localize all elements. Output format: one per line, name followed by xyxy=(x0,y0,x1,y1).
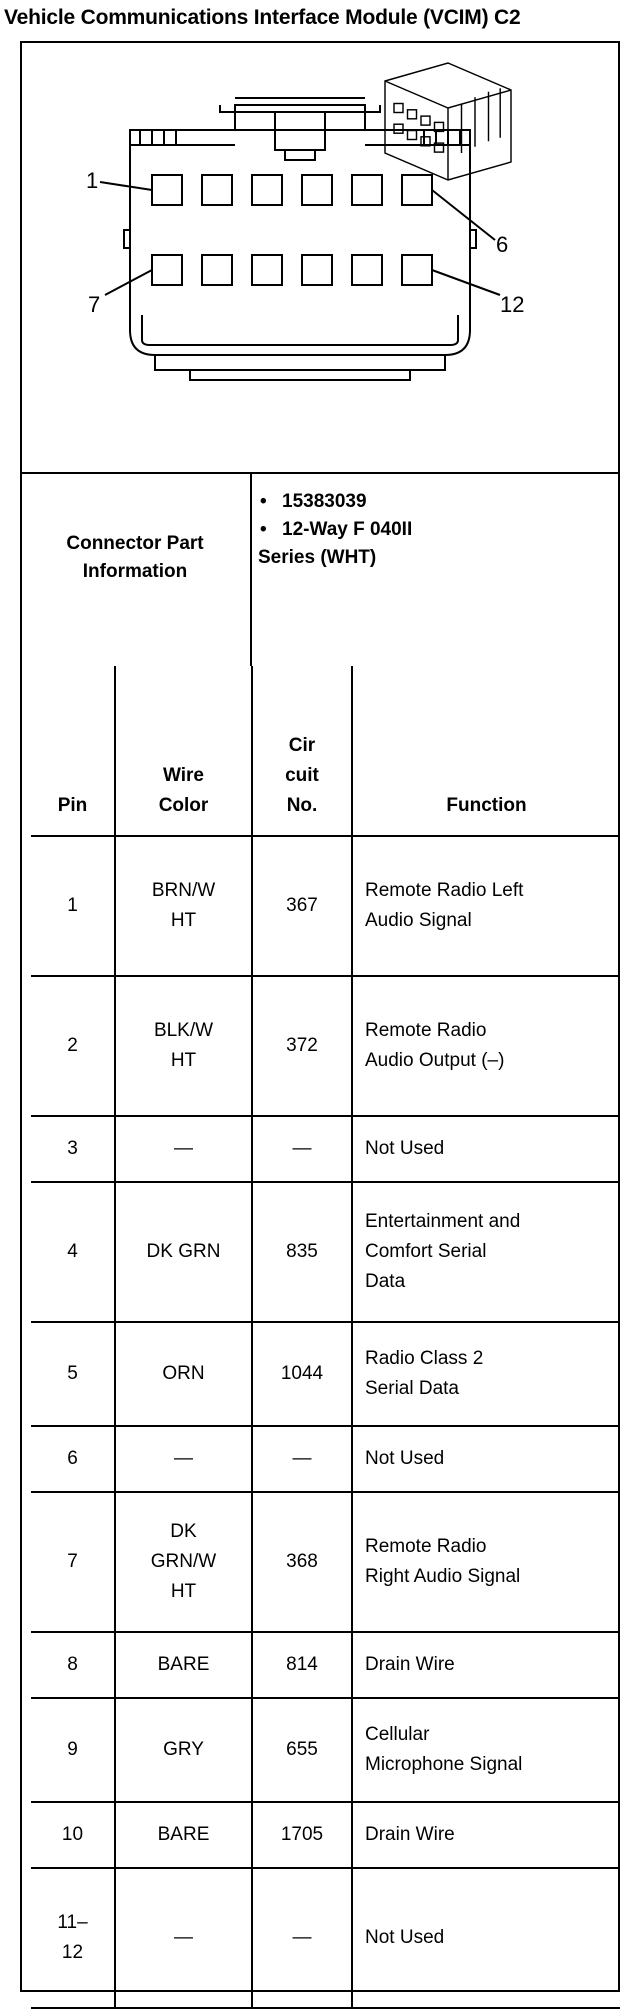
function-cell: Not Used xyxy=(352,1116,620,1182)
table-row xyxy=(31,1802,620,1868)
pin-cell: 7 xyxy=(31,1492,115,1632)
bullet-dot-icon: • xyxy=(260,519,267,540)
circuit-cell: 372 xyxy=(252,976,352,1116)
wire-color-cell: BARE xyxy=(115,1632,252,1698)
conninfo-label xyxy=(20,530,250,586)
circuit-cell: — xyxy=(252,1868,352,2008)
conninfo-value xyxy=(258,488,598,572)
circuit-cell: — xyxy=(252,1426,352,1492)
wire-color-cell: DK GRN/W HT xyxy=(115,1492,252,1632)
function-cell: Drain Wire xyxy=(352,1802,620,1868)
table-row xyxy=(31,1426,620,1492)
cavity-8 xyxy=(202,255,232,285)
circuit-cell: 367 xyxy=(252,836,352,976)
cavity-9 xyxy=(252,255,282,285)
cavity-1 xyxy=(152,175,182,205)
connector-type: 12-Way F 040II xyxy=(282,519,413,540)
table-header-row xyxy=(31,666,620,836)
circuit-cell: 368 xyxy=(252,1492,352,1632)
header-function: Function xyxy=(352,666,620,836)
pin-cell: 3 xyxy=(31,1116,115,1182)
table-row xyxy=(31,1632,620,1698)
pin-cell: 10 xyxy=(31,1802,115,1868)
table-row xyxy=(31,1182,620,1322)
header-wire-color: Wire Color xyxy=(115,666,252,836)
connector-series: Series (WHT) xyxy=(258,547,377,568)
bullet-dot-icon: • xyxy=(260,491,267,512)
cavity-10 xyxy=(302,255,332,285)
connector-housing xyxy=(130,130,470,355)
conninfo-label-line2: Information xyxy=(82,561,188,582)
part-number: 15383039 xyxy=(282,491,367,512)
function-cell: Drain Wire xyxy=(352,1632,620,1698)
pin-cell: 6 xyxy=(31,1426,115,1492)
wire-color-cell: — xyxy=(115,1868,252,2008)
header-circuit: Cir cuit No. xyxy=(252,666,352,836)
circuit-cell: — xyxy=(252,1116,352,1182)
function-cell: Remote Radio Left Audio Signal xyxy=(352,836,620,976)
callout-1: 1 xyxy=(86,168,99,193)
pin-table xyxy=(31,666,620,2009)
cavity-5 xyxy=(352,175,382,205)
table-row xyxy=(31,836,620,976)
function-cell: Entertainment and Comfort Serial Data xyxy=(352,1182,620,1322)
pin-cell: 1 xyxy=(31,836,115,976)
table-row xyxy=(31,1698,620,1802)
function-cell: Remote Radio Right Audio Signal xyxy=(352,1492,620,1632)
header-pin: Pin xyxy=(31,666,115,836)
wire-color-cell: BARE xyxy=(115,1802,252,1868)
connector-iso-sketch xyxy=(385,63,511,180)
circuit-cell: 655 xyxy=(252,1698,352,1802)
table-row xyxy=(31,976,620,1116)
wire-color-cell: DK GRN xyxy=(115,1182,252,1322)
wire-color-cell: ORN xyxy=(115,1322,252,1426)
pin-cell: 4 xyxy=(31,1182,115,1322)
wire-color-cell: — xyxy=(115,1426,252,1492)
wire-color-cell: GRY xyxy=(115,1698,252,1802)
cavity-3 xyxy=(252,175,282,205)
conninfo-divider xyxy=(250,472,252,666)
circuit-cell: 814 xyxy=(252,1632,352,1698)
function-cell: Radio Class 2 Serial Data xyxy=(352,1322,620,1426)
pin-cell: 2 xyxy=(31,976,115,1116)
cavity-11 xyxy=(352,255,382,285)
pin-cell: 5 xyxy=(31,1322,115,1426)
circuit-cell: 1044 xyxy=(252,1322,352,1426)
pin-cell: 11– 12 xyxy=(31,1868,115,2008)
table-row xyxy=(31,1116,620,1182)
cavity-7 xyxy=(152,255,182,285)
wire-color-cell: BLK/W HT xyxy=(115,976,252,1116)
wire-color-cell: — xyxy=(115,1116,252,1182)
diagram-bottom-border xyxy=(20,472,620,474)
conninfo-label-line1: Connector Part xyxy=(66,533,204,554)
callout-12: 12 xyxy=(500,292,525,317)
wire-color-cell: BRN/W HT xyxy=(115,836,252,976)
table-row xyxy=(31,1868,620,2008)
page-title: Vehicle Communications Interface Module (VCIM) C2 xyxy=(4,6,521,29)
conninfo-bullet xyxy=(258,488,598,516)
conninfo-bullet xyxy=(258,516,598,544)
circuit-cell: 835 xyxy=(252,1182,352,1322)
cavity-6 xyxy=(402,175,432,205)
callout-7: 7 xyxy=(88,292,101,317)
table-row xyxy=(31,1492,620,1632)
function-cell: Not Used xyxy=(352,1868,620,2008)
pin-cell: 8 xyxy=(31,1632,115,1698)
cavity-12 xyxy=(402,255,432,285)
circuit-cell: 1705 xyxy=(252,1802,352,1868)
connector-diagram xyxy=(60,50,560,410)
function-cell: Remote Radio Audio Output (–) xyxy=(352,976,620,1116)
table-row xyxy=(31,1322,620,1426)
function-cell: Not Used xyxy=(352,1426,620,1492)
sheet-top-border xyxy=(20,41,620,43)
function-cell: Cellular Microphone Signal xyxy=(352,1698,620,1802)
cavity-2 xyxy=(202,175,232,205)
callout-6: 6 xyxy=(496,232,509,257)
pin-cell: 9 xyxy=(31,1698,115,1802)
cavity-4 xyxy=(302,175,332,205)
